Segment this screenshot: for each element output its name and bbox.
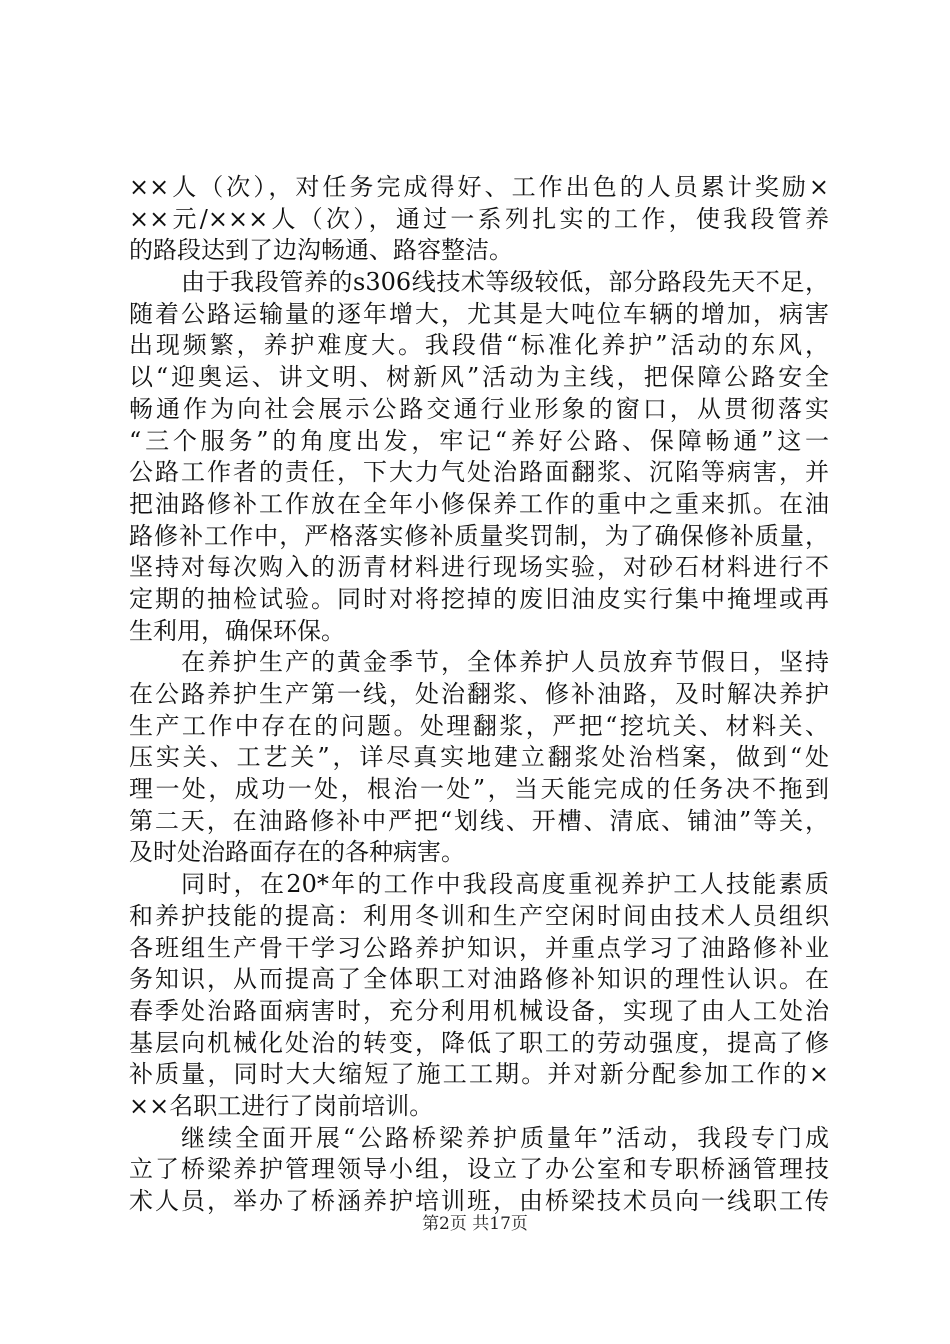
text-line: 务知识，从而提高了全体职工对油路修补知识的理性认识。在: [129, 965, 829, 994]
text-line: 公路工作者的责任，下大力气处治路面翻浆、沉陷等病害，并: [129, 458, 829, 487]
text-line: 生产工作中存在的问题。处理翻浆，严把“挖坑关、材料关、: [129, 711, 829, 740]
text-line: “三个服务”的角度出发，牢记“养好公路、保障畅通”这一: [129, 426, 829, 455]
text-line: 坚持对每次购入的沥青材料进行现场实验，对砂石材料进行不: [129, 553, 829, 582]
text-line: 理一处，成功一处，根治一处”，当天能完成的任务决不拖到: [129, 775, 829, 804]
text-line: 的路段达到了边沟畅通、路容整洁。: [129, 236, 513, 265]
text-line: ××名职工进行了岗前培训。: [129, 1091, 434, 1120]
text-line: 术人员，举办了桥涵养护培训班，由桥梁技术员向一线职工传: [129, 1187, 829, 1215]
text-line: 继续全面开展“公路桥梁养护质量年”活动，我段专门成: [181, 1123, 829, 1152]
text-line: 在养护生产的黄金季节，全体养护人员放弃节假日，坚持: [181, 648, 829, 677]
text-line: 路修补工作中，严格落实修补质量奖罚制，为了确保修补质量，: [129, 521, 829, 550]
text-line: 随着公路运输量的逐年增大，尤其是大吨位车辆的增加，病害: [129, 299, 829, 328]
text-line: 基层向机械化处治的转变，降低了职工的劳动强度，提高了修: [129, 1028, 829, 1057]
text-line: 及时处治路面存在的各种病害。: [129, 838, 465, 867]
text-line: ××元/×××人（次），通过一系列扎实的工作，使我段管养: [129, 204, 829, 233]
text-line: 畅通作为向社会展示公路交通行业形象的窗口，从贯彻落实: [129, 394, 829, 423]
text-line: 由于我段管养的s306线技术等级较低，部分路段先天不足，: [181, 268, 829, 297]
text-line: 生利用，确保环保。: [129, 616, 345, 645]
document-body: [129, 172, 829, 1218]
text-line: 把油路修补工作放在全年小修保养工作的重中之重来抓。在油: [129, 489, 829, 518]
text-line: 出现频繁，养护难度大。我段借“标准化养护”活动的东风，: [129, 331, 829, 360]
text-line: 压实关、工艺关”，详尽真实地建立翻浆处治档案，做到“处: [129, 743, 829, 772]
text-line: ××人（次），对任务完成得好、工作出色的人员累计奖励×: [129, 173, 829, 201]
text-line: 春季处治路面病害时，充分利用机械设备，实现了由人工处治: [129, 996, 829, 1025]
text-line: 同时，在20*年的工作中我段高度重视养护工人技能素质: [181, 870, 829, 899]
text-line: 补质量，同时大大缩短了施工工期。并对新分配参加工作的×: [129, 1060, 829, 1089]
page-footer: 第2页 共17页: [422, 1214, 528, 1234]
text-line: 各班组生产骨干学习公路养护知识，并重点学习了油路修补业: [129, 933, 829, 962]
text-line: 第二天，在油路修补中严把“划线、开槽、清底、铺油”等关，: [129, 806, 829, 835]
text-line: 定期的抽检试验。同时对将挖掉的废旧油皮实行集中掩埋或再: [129, 584, 829, 613]
text-line: 在公路养护生产第一线，处治翻浆、修补油路，及时解决养护: [129, 680, 829, 708]
text-line: 以“迎奥运、讲文明、树新风”活动为主线，把保障公路安全: [129, 363, 829, 392]
text-line: 和养护技能的提高：利用冬训和生产空闲时间由技术人员组织: [129, 901, 829, 930]
text-line: 立了桥梁养护管理领导小组，设立了办公室和专职桥涵管理技: [129, 1155, 829, 1184]
